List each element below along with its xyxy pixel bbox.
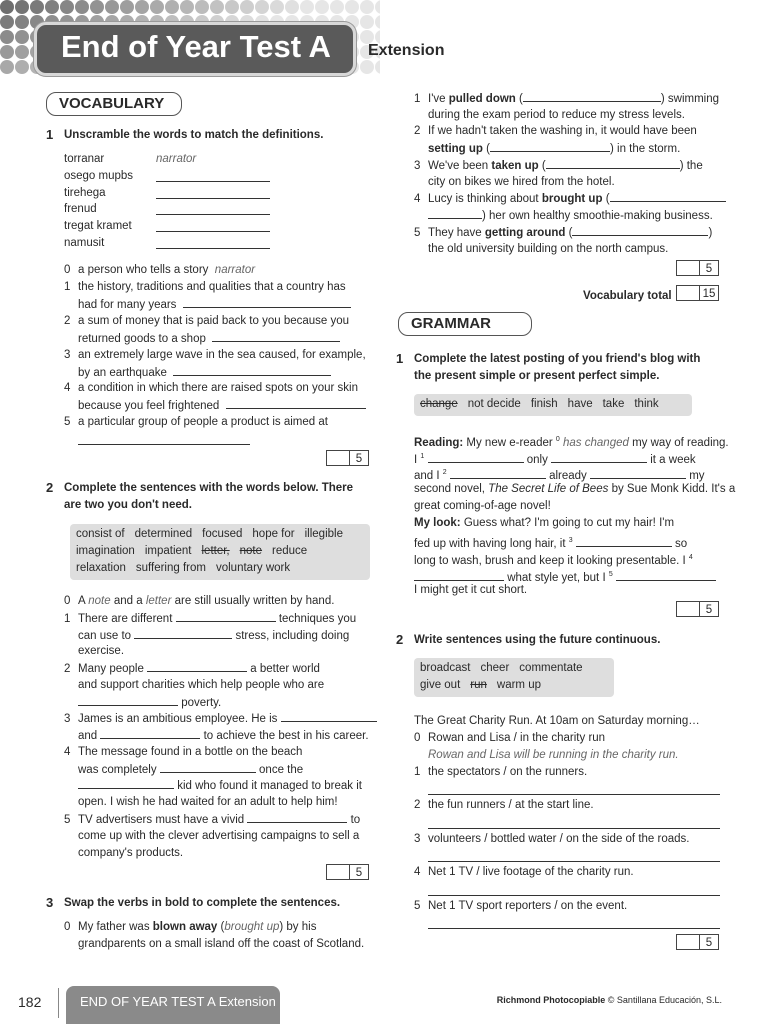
blog-line: and I $^2$ already my xyxy=(414,464,705,485)
sentence-item: 0 Rowan and Lisa / in the charity run xyxy=(414,732,606,744)
answer-blank[interactable] xyxy=(226,397,366,409)
sentence-item: poverty. xyxy=(78,694,221,712)
sentence-item: exercise. xyxy=(78,645,125,657)
example-sentence: 0 A note and a letter are still usually written by hand. xyxy=(64,595,335,607)
answer-blank[interactable] xyxy=(428,207,482,219)
word-bank: broadcast cheer commentate give out run warm up xyxy=(414,658,614,697)
header-dot xyxy=(240,0,254,14)
answer-blank[interactable] xyxy=(523,90,661,102)
word-bank: consist of determined focused hope for illegible imagination impatient letter, note reduce relaxation suffering from voluntary work xyxy=(70,524,370,580)
score-box: 5 xyxy=(699,934,719,950)
header-dot xyxy=(15,30,29,44)
answer-blank[interactable] xyxy=(247,811,347,823)
sentence-item: ) her own healthy smoothie-making business. xyxy=(428,207,713,225)
score-box: 5 xyxy=(699,601,719,617)
footer-divider xyxy=(58,988,59,1018)
sentence-item: 4 Net 1 TV / live footage of the charity run. xyxy=(414,866,634,878)
header-dot xyxy=(75,0,89,14)
intro-text: The Great Charity Run. At 10am on Saturday morning… xyxy=(414,715,700,727)
answer-blank[interactable] xyxy=(156,248,270,249)
sentence-item: 5 TV advertisers must have a vivid to xyxy=(64,811,360,829)
blog-line: what style yet, but I $^5$ xyxy=(414,566,716,587)
definition-item: returned goods to a shop xyxy=(78,330,340,348)
answer-blank[interactable] xyxy=(173,364,331,376)
answer-blank[interactable] xyxy=(78,777,174,789)
header-dot xyxy=(360,60,374,74)
answer-blank[interactable] xyxy=(281,710,377,722)
sentence-item: and to achieve the best in his career. xyxy=(78,727,369,745)
sentence-item: 2 If we hadn't taken the washing in, it would have been xyxy=(414,125,697,137)
header-dot xyxy=(225,0,239,14)
score-box-empty[interactable] xyxy=(326,864,350,880)
footer-label: END OF YEAR TEST A Extension xyxy=(80,994,276,1009)
header-dot xyxy=(315,0,329,14)
sentence-item: 5 Net 1 TV sport reporters / on the event. xyxy=(414,900,628,912)
header-dot xyxy=(375,0,380,14)
sentence-item: during the exam period to reduce my stress levels. xyxy=(428,109,685,121)
sentence-item: 1 I've pulled down ( ) swimming xyxy=(414,90,719,108)
header-dot xyxy=(300,0,314,14)
scrambled-word: osego mupbs xyxy=(64,170,134,182)
header-dot xyxy=(345,0,359,14)
header-dot xyxy=(30,0,44,14)
answer-blank[interactable] xyxy=(160,761,256,773)
blog-line: I $^1$ only it a week xyxy=(414,448,696,469)
score-box-empty[interactable] xyxy=(676,601,700,617)
question-number: 2 xyxy=(46,480,54,495)
sentence-item: 4 Lucy is thinking about brought up ( xyxy=(414,190,726,208)
header-dot xyxy=(0,15,14,29)
score-box: 5 xyxy=(699,260,719,276)
sentence-item: kid who found it managed to break it xyxy=(78,777,362,795)
answer-blank[interactable] xyxy=(78,444,250,445)
answer-blank[interactable] xyxy=(134,627,232,639)
header-dot xyxy=(15,45,29,59)
vocabulary-section-label: VOCABULARY xyxy=(46,92,182,116)
header-dot xyxy=(195,0,209,14)
blog-line: second novel, The Secret Life of Bees by Sue Monk Kidd. It's a xyxy=(414,483,736,495)
question-instruction: are two you don't need. xyxy=(64,499,192,511)
header-dot xyxy=(120,0,134,14)
header-dot xyxy=(165,0,179,14)
answer-blank[interactable] xyxy=(572,224,708,236)
definition-item: because you feel frightened xyxy=(78,397,366,415)
question-number: 2 xyxy=(396,632,404,647)
score-box: 5 xyxy=(349,450,369,466)
header-dot xyxy=(0,60,14,74)
blog-line: I might get it cut short. xyxy=(414,584,528,596)
question-instruction: Complete the sentences with the words below. There xyxy=(64,482,354,494)
header-dot xyxy=(45,0,59,14)
question-number: 1 xyxy=(46,127,54,142)
sentence-item: 1 There are different techniques you xyxy=(64,610,356,628)
example-answer: Rowan and Lisa will be running in the charity run. xyxy=(428,749,679,761)
question-instruction: Write sentences using the future continuous. xyxy=(414,634,661,646)
sentence-item: company's products. xyxy=(78,847,184,859)
answer-blank[interactable] xyxy=(78,694,178,706)
answer-blank[interactable] xyxy=(490,140,610,152)
answer-blank[interactable] xyxy=(156,198,270,199)
definition-item: 5 a particular group of people a product is aimed at xyxy=(64,416,328,428)
blog-line: Reading: My new e-reader $^0$ has changed my way of reading. xyxy=(414,436,729,449)
answer-blank[interactable] xyxy=(610,190,726,202)
definition-item: 3 an extremely large wave in the sea caused, for example, xyxy=(64,349,366,361)
vocabulary-total-score: 15 xyxy=(699,285,719,301)
answer-blank[interactable] xyxy=(576,535,672,547)
answer-line[interactable] xyxy=(428,861,720,862)
answer-blank[interactable] xyxy=(450,467,546,479)
footer-copyright: Richmond Photocopiable © Santillana Educación, S.L. xyxy=(496,995,722,1005)
answer-line[interactable] xyxy=(428,828,720,829)
header-dot xyxy=(135,0,149,14)
scrambled-word: torranar xyxy=(64,153,105,165)
score-box-empty[interactable] xyxy=(326,450,350,466)
definition-item: 4 a condition in which there are raised spots on your skin xyxy=(64,382,358,394)
blog-line: fed up with having long hair, it $^3$ so xyxy=(414,532,687,553)
page-subtitle: Extension xyxy=(368,42,445,59)
header-dot xyxy=(270,0,284,14)
grammar-section-label: GRAMMAR xyxy=(398,312,532,336)
sentence-item: 5 They have getting around ( ) xyxy=(414,224,712,242)
answer-blank[interactable] xyxy=(100,727,200,739)
question-number: 3 xyxy=(46,895,54,910)
header-dot xyxy=(330,0,344,14)
header-dot xyxy=(360,15,374,29)
answer-blank[interactable] xyxy=(551,451,647,463)
answer-blank[interactable] xyxy=(546,157,680,169)
footer-tab xyxy=(66,986,280,1024)
answer-blank[interactable] xyxy=(428,451,524,463)
header-dot xyxy=(360,0,374,14)
definition-item: by an earthquake xyxy=(78,364,331,382)
sentence-item: 2 Many people a better world xyxy=(64,660,320,678)
test-title-banner xyxy=(34,22,356,76)
answer-blank[interactable] xyxy=(183,296,351,308)
definition-item: 2 a sum of money that is paid back to you because you xyxy=(64,315,350,327)
sentence-item: the old university building on the north campus. xyxy=(428,243,669,255)
sentence-item: can use to stress, including doing xyxy=(78,627,349,645)
example-answer: narrator xyxy=(156,153,197,165)
header-dot xyxy=(105,0,119,14)
score-box-empty[interactable] xyxy=(676,934,700,950)
header-dot xyxy=(210,0,224,14)
answer-blank[interactable] xyxy=(156,231,270,232)
answer-blank[interactable] xyxy=(590,467,686,479)
vocabulary-total-label: Vocabulary total xyxy=(583,290,672,302)
header-dot xyxy=(60,0,74,14)
sentence-item: 1 the spectators / on the runners. xyxy=(414,766,588,778)
score-box: 5 xyxy=(349,864,369,880)
answer-blank[interactable] xyxy=(414,569,504,581)
sentence-item: 3 We've been taken up ( ) the xyxy=(414,157,703,175)
word-bank: change not decide finish have take think xyxy=(414,394,692,416)
answer-blank[interactable] xyxy=(156,181,270,182)
blog-line: great coming-of-age novel! xyxy=(414,500,551,512)
header-dot xyxy=(255,0,269,14)
header-dot xyxy=(180,0,194,14)
sentence-item: 4 The message found in a bottle on the beach xyxy=(64,746,303,758)
header-dot xyxy=(0,30,14,44)
header-dot xyxy=(15,60,29,74)
answer-blank[interactable] xyxy=(616,569,716,581)
header-dot xyxy=(375,15,380,29)
scrambled-word: tirehega xyxy=(64,187,106,199)
example-sentence: 0 My father was blown away (brought up) by his xyxy=(64,921,317,933)
header-dot xyxy=(90,0,104,14)
score-box-empty[interactable] xyxy=(676,285,700,301)
sentence-item: come up with the clever advertising campaigns to sell a xyxy=(78,830,360,842)
score-box-empty[interactable] xyxy=(676,260,700,276)
answer-blank[interactable] xyxy=(212,330,340,342)
example-sentence: grandparents on a small island off the coast of Scotland. xyxy=(78,938,365,950)
question-instruction: Complete the latest posting of you friend's blog with xyxy=(414,353,701,365)
blog-line: My look: Guess what? I'm going to cut my hair! I'm xyxy=(414,517,675,529)
sentence-item: 2 the fun runners / at the start line. xyxy=(414,799,594,811)
question-instruction: the present simple or present perfect simple. xyxy=(414,370,660,382)
sentence-item: was completely once the xyxy=(78,761,303,779)
definition-item: had for many years xyxy=(78,296,351,314)
sentence-item: city on bikes we hired from the hotel. xyxy=(428,176,615,188)
question-instruction: Unscramble the words to match the definitions. xyxy=(64,129,324,141)
sentence-item: 3 volunteers / bottled water / on the side of the roads. xyxy=(414,833,690,845)
header-dot xyxy=(285,0,299,14)
header-dot xyxy=(0,45,14,59)
scrambled-word: tregat kramet xyxy=(64,220,132,232)
sentence-item: setting up ( ) in the storm. xyxy=(428,140,680,158)
answer-line[interactable] xyxy=(428,895,720,896)
sentence-item: and support charities which help people who are xyxy=(78,679,325,691)
scrambled-word: frenud xyxy=(64,203,97,215)
sentence-item: open. I wish he had waited for an adult to help him! xyxy=(78,796,338,808)
answer-line[interactable] xyxy=(428,928,720,929)
header-dot xyxy=(15,15,29,29)
blog-line: long to wash, brush and keep it looking presentable. I $^4$ xyxy=(414,554,693,567)
answer-blank[interactable] xyxy=(176,610,276,622)
header-dot xyxy=(375,60,380,74)
header-dot xyxy=(15,0,29,14)
header-dot xyxy=(0,0,14,14)
question-instruction: Swap the verbs in bold to complete the sentences. xyxy=(64,897,341,909)
definition-item: 1 the history, traditions and qualities that a country has xyxy=(64,281,346,293)
sentence-item: 3 James is an ambitious employee. He is xyxy=(64,710,377,728)
header-dot xyxy=(150,0,164,14)
answer-blank[interactable] xyxy=(156,214,270,215)
question-number: 1 xyxy=(396,351,404,366)
page-number: 182 xyxy=(18,994,42,1010)
page-title: End of Year Test A xyxy=(61,29,331,64)
definition-item: 0 a person who tells a story narrator xyxy=(64,264,256,276)
scrambled-word: namusit xyxy=(64,237,105,249)
answer-blank[interactable] xyxy=(147,660,247,672)
answer-line[interactable] xyxy=(428,794,720,795)
